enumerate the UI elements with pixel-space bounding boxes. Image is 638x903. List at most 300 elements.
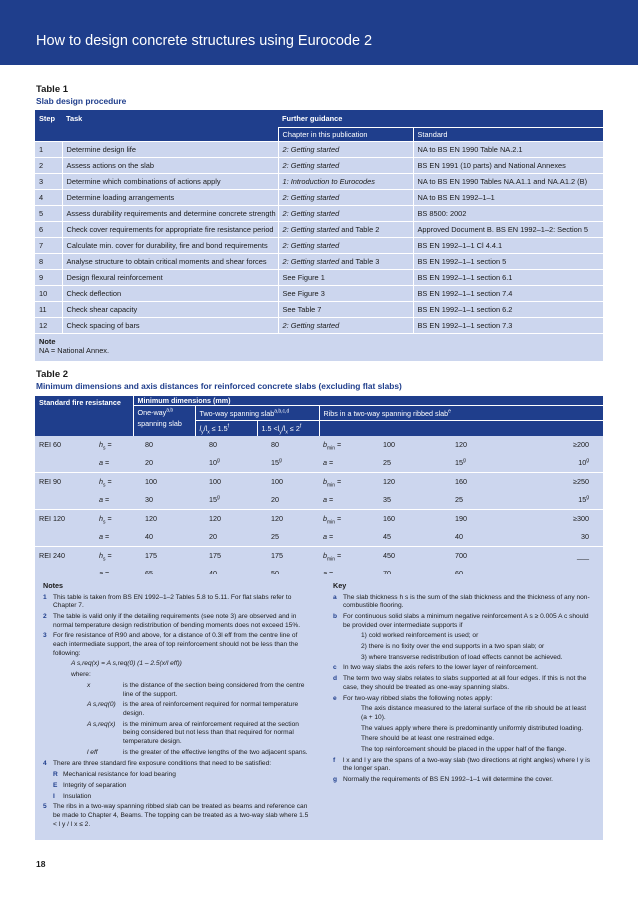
col-fire-resistance: Standard fire resistance: [35, 396, 133, 421]
rib-1-cell: [379, 472, 451, 491]
rib-3-cell: [523, 454, 603, 473]
standard-value: BS EN 1992–1–1 section 6.1: [417, 273, 513, 282]
task-cell: [62, 190, 278, 206]
task-value: Check cover requirements for appropriate fire resistance period: [66, 225, 274, 234]
key-d: d The term two way slabs relates to slabs supported at all four edges. If this is not the case, they should be treated as one-way spanning slabs.: [333, 675, 587, 691]
standard-value: BS 8500: 2002: [417, 209, 467, 218]
chapter-value: 2: Getting started: [282, 161, 340, 170]
def-a0-text: is the area of reinforcement required for normal temperature design.: [123, 701, 299, 717]
key-heading: Key: [333, 581, 347, 590]
step-cell: [35, 158, 62, 174]
chapter-cell: [278, 286, 413, 302]
table2-number: Table 2: [36, 369, 69, 380]
def-ax-sym: A s,req(x): [87, 720, 116, 728]
ratio2-y: y: [279, 429, 282, 436]
fire-class-cell: [35, 472, 93, 491]
two-way-2-value: 120: [271, 514, 283, 523]
rib-symbol: b: [323, 440, 327, 449]
rib-1-cell: [379, 491, 451, 510]
table1-number: Table 1: [36, 84, 69, 95]
rib-symbol-cell: [319, 528, 379, 547]
step-value: 2: [39, 161, 44, 170]
table-row: [35, 158, 603, 174]
table-row: [35, 528, 603, 547]
key-b: b For continuous solid slabs a minimum negative reinforcement A s ≥ 0.005 A c should be provided over intermediate supports if: [333, 612, 589, 629]
ratio2-l: 1.5 <l: [261, 423, 280, 433]
one-way-value: 30: [145, 495, 153, 504]
key-e1: The axis distance measured to the lateral surface of the rib should be at least (a + 10).: [361, 705, 587, 721]
rib-2-value: 160: [455, 477, 467, 486]
fire-class-cell: [35, 454, 93, 473]
step-cell: [35, 174, 62, 190]
task-value: Determine loading arrangements: [66, 193, 175, 202]
two-way-2-cell: [257, 509, 319, 528]
task-cell: [62, 286, 278, 302]
chapter-cell: [278, 206, 413, 222]
task-value: Analyse structure to obtain critical moments and shear forces: [66, 257, 267, 266]
symbol: h: [99, 477, 103, 486]
task-value: Calculate min. cover for durability, fire and bond requirements: [66, 241, 268, 250]
rib-symbol: a: [323, 495, 327, 504]
def-x-text: is the distance of the section being considered from the centre line of the support.: [123, 681, 305, 698]
rib-3-cell: [523, 546, 603, 565]
fire-class-label: REI 120: [39, 514, 65, 523]
notes-column: [43, 581, 311, 831]
rib-symbol-sub: min: [327, 445, 336, 452]
chapter-cell: [278, 254, 413, 270]
step-value: 8: [39, 257, 44, 266]
note-3-formula: A s,req(x) = A s,req(0) (1 – 2.5(x/l eff)): [71, 660, 182, 668]
rib-2-value: 700: [455, 551, 467, 560]
chapter-cell: [278, 174, 413, 190]
symbol: a: [99, 532, 103, 541]
table1-note: [35, 334, 603, 362]
task-cell: [62, 302, 278, 318]
col-ratio-1: [195, 421, 257, 436]
step-cell: [35, 142, 62, 158]
fire-class-cell: [35, 528, 93, 547]
rib-2-value: 120: [455, 440, 467, 449]
table-row: [35, 190, 603, 206]
task-value: Determine which combinations of actions apply: [66, 177, 221, 186]
task-value: Assess actions on the slab: [66, 161, 155, 170]
note-3: 3 For fire resistance of R90 and above, for a distance of 0.3l eff from the centre line of each intermediate support, the area of top reinforcement should not be less than the following:: [43, 632, 299, 657]
ratio1-x: x: [207, 429, 210, 436]
table-row: [35, 509, 603, 528]
rib-symbol-cell: [319, 454, 379, 473]
note-4-r-key: R: [53, 771, 58, 779]
note-5: 5 The ribs in a two-way spanning ribbed slab can be treated as beams and reference can be made to Chapter 4, Beams. The topping can be treated as a two-way slab where 1.5 < l y / l x ≤ 2.: [43, 803, 309, 828]
ribs-label: Ribs in a two-way spanning ribbed slab: [323, 408, 449, 418]
step-cell: [35, 270, 62, 286]
standard-cell: [413, 158, 603, 174]
key-b-text: For continuous solid slabs a minimum negative reinforcement A s ≥ 0.005 A c should be provided over intermediate supports if: [343, 612, 589, 629]
notes-heading: Notes: [43, 581, 63, 590]
one-way-cell: [133, 454, 195, 473]
note-3-def-x: [43, 682, 311, 699]
one-way-label2: spanning slab: [137, 418, 182, 428]
rib-symbol: b: [323, 514, 327, 523]
two-way-2-value: 15: [271, 458, 279, 467]
note-4-i-key: I: [53, 792, 55, 800]
rib-3-cell: [523, 528, 603, 547]
ratio2-sl: /l: [281, 423, 286, 433]
standard-value: NA to BS EN 1992–1–1: [417, 193, 495, 202]
def-leff-text: is the greater of the effective lengths of the two adjacent spans.: [123, 748, 308, 756]
one-way-cell: [133, 546, 195, 565]
note-4: 4 There are three standard fire exposure conditions that need to be satisfied:: [43, 760, 272, 768]
chapter-value: 2: Getting started: [282, 209, 340, 218]
two-way-1-sup: g: [217, 494, 220, 501]
note-2-text: The table is valid only if the detailing requirements (see note 3) are observed and in normal temperature design redistribution of bending moments does not exceed 15%.: [53, 612, 301, 629]
rib-2-value: 15: [455, 458, 463, 467]
step-value: 5: [39, 209, 44, 218]
symbol: h: [99, 514, 103, 523]
table1-caption: Slab design procedure: [36, 96, 127, 106]
two-way-1-cell: [195, 436, 257, 454]
step-cell: [35, 222, 62, 238]
rib-3-value: 30: [581, 532, 590, 541]
symbol-sub: s: [103, 482, 106, 489]
two-way-2-sup: g: [279, 457, 282, 464]
symbol-sub: s: [103, 556, 106, 563]
symbol: a: [99, 458, 103, 467]
symbol-cell: [93, 436, 133, 454]
ratio1-y: y: [201, 429, 204, 436]
chapter-cell: [278, 190, 413, 206]
step-value: 4: [39, 193, 44, 202]
chapter-suffix: See Table 7: [282, 305, 322, 314]
note-3-def-leff: [43, 749, 311, 758]
chapter-cell: [278, 318, 413, 334]
table2-caption: Minimum dimensions and axis distances for reinforced concrete slabs (excluding flat slabs): [36, 381, 402, 391]
two-way-2-value: 25: [271, 532, 279, 541]
one-way-cell: [133, 436, 195, 454]
rib-1-value: 45: [383, 532, 391, 541]
standard-value: Approved Document B. BS EN 1992–1–2: Section 5: [417, 225, 589, 234]
step-cell: [35, 302, 62, 318]
ratio1-sl: /l: [203, 423, 208, 433]
note-5-text: The ribs in a two-way spanning ribbed slab can be treated as beams and reference can be made to Chapter 4, Beams. The topping can be treated as a two-way slab where 1.5 < l y / l x ≤ 2.: [53, 803, 309, 828]
task-value: Check deflection: [66, 289, 122, 298]
key-a: a The slab thickness h s is the sum of the slab thickness and the thickness of any non-combustible flooring.: [333, 593, 590, 610]
rib-symbol-cell: [319, 509, 379, 528]
key-f-text: l x and l y are the spans of a two-way slab (two directions at right angles) where l y is the longer span.: [343, 756, 591, 773]
symbol-eq: =: [105, 477, 112, 486]
rib-2-value: 40: [455, 532, 463, 541]
step-value: 9: [39, 273, 44, 282]
col-one-way: [133, 406, 195, 436]
one-way-value: 120: [145, 514, 157, 523]
rib-3-value: ___: [577, 551, 590, 560]
table-row: [35, 472, 603, 491]
table-row: [35, 491, 603, 510]
note-3-def-ax: [43, 721, 311, 747]
rib-symbol-eq: =: [335, 440, 342, 449]
fire-class-cell: [35, 509, 93, 528]
rib-2-sup: g: [463, 457, 466, 464]
col-ribs: [319, 406, 603, 421]
ratio1-le: ≤ 1.5: [209, 423, 228, 433]
table-row: [35, 174, 603, 190]
def-x-sym: x: [87, 681, 91, 689]
one-way-cell: [133, 491, 195, 510]
two-way-sup: a,b,c,d: [274, 408, 290, 415]
slab-design-procedure-table: [35, 110, 603, 361]
col-chapter: Chapter in this publication: [278, 127, 413, 142]
key-e3: There should be at least one restrained edge.: [361, 735, 495, 743]
symbol-cell: [93, 454, 133, 473]
two-way-1-value: 80: [209, 440, 217, 449]
rib-symbol-eq: =: [327, 495, 334, 504]
rib-symbol-cell: [319, 546, 379, 565]
two-way-1-cell: [195, 546, 257, 565]
symbol: h: [99, 440, 103, 449]
rib-2-cell: [451, 546, 523, 565]
two-way-1-cell: [195, 528, 257, 547]
rib-symbol-sub: min: [327, 519, 336, 526]
col-standard: Standard: [413, 127, 603, 142]
rib-3-value: ≥200: [573, 440, 590, 449]
two-way-1-value: 175: [209, 551, 221, 560]
two-way-1-value: 20: [209, 532, 217, 541]
rib-2-cell: [451, 472, 523, 491]
header-banner: [0, 0, 638, 65]
chapter-cell: [278, 270, 413, 286]
key-b3: 3) where transverse redistribution of load effects cannot be achieved.: [361, 653, 563, 661]
standard-value: NA to BS EN 1990 Tables NA.A1.1 and NA.A1.2 (B): [417, 177, 588, 186]
standard-value: BS EN 1992–1–1 section 7.3: [417, 321, 513, 330]
fire-class-cell: [35, 436, 93, 454]
chapter-value: 2: Getting started: [282, 225, 340, 234]
rib-symbol: a: [323, 458, 327, 467]
symbol-cell: [93, 472, 133, 491]
chapter-value: 2: Getting started: [282, 241, 340, 250]
note-1: 1 This table is taken from BS EN 1992–1–2 Tables 5.8 to 5.11. For flat slabs refer to Chapter 7.: [43, 593, 292, 610]
key-column: [333, 581, 593, 787]
rib-1-cell: [379, 454, 451, 473]
rib-2-cell: [451, 454, 523, 473]
rib-3-sup: g: [586, 494, 590, 501]
table1-note-label: Note: [39, 337, 56, 346]
ratio2-x: x: [285, 429, 288, 436]
standard-cell: [413, 302, 603, 318]
col-ratio-2: [257, 421, 319, 436]
ratio2-le: ≤ 2: [287, 423, 300, 433]
note-1-text: This table is taken from BS EN 1992–1–2 Tables 5.8 to 5.11. For flat slabs refer to Chapter 7.: [53, 593, 292, 610]
symbol-eq: =: [103, 532, 110, 541]
chapter-cell: [278, 238, 413, 254]
ratio1-f: f: [227, 423, 230, 430]
standard-cell: [413, 174, 603, 190]
key-c: c In two way slabs the axis refers to the lower layer of reinforcement.: [333, 664, 538, 672]
step-cell: [35, 190, 62, 206]
symbol-sub: s: [103, 445, 106, 452]
rib-symbol-eq: =: [335, 514, 342, 523]
chapter-cell: [278, 222, 413, 238]
page-title: How to design concrete structures using Eurocode 2: [36, 33, 373, 49]
standard-value: BS EN 1991 (10 parts) and National Annexes: [417, 161, 566, 170]
key-a-text: The slab thickness h s is the sum of the slab thickness and the thickness of any non-combustible flooring.: [343, 593, 590, 610]
ratio2-f: f: [299, 423, 302, 430]
standard-cell: [413, 270, 603, 286]
col-further-guidance: Further guidance: [278, 110, 603, 127]
table-row: [35, 546, 603, 565]
two-way-2-cell: [257, 491, 319, 510]
key-g-text: Normally the requirements of BS EN 1992–1–1 will determine the cover.: [343, 776, 554, 784]
standard-cell: [413, 286, 603, 302]
symbol-eq: =: [105, 551, 112, 560]
task-cell: [62, 206, 278, 222]
fire-class-label: REI 90: [39, 477, 61, 486]
step-cell: [35, 318, 62, 334]
note-3-where: where:: [71, 671, 91, 679]
chapter-cell: [278, 158, 413, 174]
task-cell: [62, 222, 278, 238]
two-way-2-cell: [257, 472, 319, 491]
note-4-e-key: E: [53, 781, 58, 789]
rib-1-value: 120: [383, 477, 395, 486]
two-way-1-cell: [195, 472, 257, 491]
two-way-1-cell: [195, 454, 257, 473]
rib-symbol: b: [323, 477, 327, 486]
note-3-def-a0: [43, 701, 311, 718]
step-value: 11: [39, 305, 47, 314]
note-4-i: [43, 793, 311, 802]
two-way-2-value: 100: [271, 477, 283, 486]
rib-3-value: 10: [578, 458, 587, 467]
task-value: Determine design life: [66, 145, 136, 154]
symbol-eq: =: [105, 514, 112, 523]
standard-cell: [413, 206, 603, 222]
two-way-1-value: 100: [209, 477, 221, 486]
key-d-text: The term two way slabs relates to slabs supported at all four edges. If this is not the case, they should be treated as one-way spanning slabs.: [343, 675, 587, 691]
rib-3-cell: [523, 436, 603, 454]
note-4-e-text: Integrity of separation: [63, 781, 127, 789]
rib-3-cell: [523, 509, 603, 528]
rib-symbol-eq: =: [335, 551, 342, 560]
rib-1-cell: [379, 509, 451, 528]
fire-class-label: REI 60: [39, 440, 61, 449]
task-cell: [62, 142, 278, 158]
note-4-e: [43, 782, 311, 791]
def-ax-text: is the minimum area of reinforcement required at the section being considered but not less than that required for normal temperature design.: [123, 720, 299, 746]
chapter-value: 2: Getting started: [282, 193, 340, 202]
note-4-r: [43, 771, 311, 780]
symbol-eq: =: [103, 458, 110, 467]
symbol: h: [99, 551, 103, 560]
rib-1-value: 25: [383, 458, 391, 467]
ratio1-l: l: [199, 423, 202, 433]
two-way-2-cell: [257, 546, 319, 565]
standard-value: BS EN 1992–1–1 section 5: [417, 257, 507, 266]
two-way-1-sup: g: [217, 457, 220, 464]
fire-class-cell: [35, 546, 93, 565]
rib-symbol-cell: [319, 436, 379, 454]
one-way-cell: [133, 472, 195, 491]
two-way-label: Two-way spanning slab: [199, 408, 275, 418]
two-way-2-cell: [257, 436, 319, 454]
task-cell: [62, 318, 278, 334]
rib-1-value: 160: [383, 514, 395, 523]
def-leff-sym: l eff: [87, 748, 98, 756]
table-row: [35, 222, 603, 238]
standard-value: BS EN 1992–1–1 section 7.4: [417, 289, 513, 298]
col-step: Step: [35, 110, 62, 127]
rib-3-sup: g: [586, 457, 590, 464]
two-way-1-value: 10: [209, 458, 217, 467]
table-row: [35, 436, 603, 454]
chapter-value: 2: Getting started: [282, 257, 340, 266]
chapter-suffix: and Table 2: [339, 225, 380, 234]
symbol-eq: =: [103, 495, 110, 504]
table1-note-text: NA = National Annex.: [39, 346, 110, 355]
chapter-value: 1: Introduction to Eurocodes: [282, 177, 375, 186]
standard-cell: [413, 190, 603, 206]
rib-1-cell: [379, 436, 451, 454]
table-row: [35, 206, 603, 222]
one-way-cell: [133, 509, 195, 528]
two-way-2-value: 20: [271, 495, 279, 504]
task-cell: [62, 238, 278, 254]
standard-value: NA to BS EN 1990 Table NA.2.1: [417, 145, 523, 154]
rib-symbol-eq: =: [327, 532, 334, 541]
symbol-cell: [93, 528, 133, 547]
table-row: [35, 238, 603, 254]
min-dimensions-table: [35, 396, 603, 583]
table-row: [35, 302, 603, 318]
two-way-2-cell: [257, 528, 319, 547]
rib-3-value: ≥300: [573, 514, 590, 523]
step-value: 10: [39, 289, 48, 298]
step-cell: [35, 238, 62, 254]
rib-1-cell: [379, 528, 451, 547]
symbol-cell: [93, 491, 133, 510]
standard-value: BS EN 1992–1–1 Cl 4.4.1: [417, 241, 503, 250]
one-way-value: 20: [145, 458, 153, 467]
ribs-sup: e: [448, 408, 451, 415]
rib-symbol-cell: [319, 472, 379, 491]
two-way-2-value: 80: [271, 440, 279, 449]
symbol: a: [99, 495, 103, 504]
key-b1: 1) cold worked reinforcement is used; or: [361, 632, 479, 640]
rib-symbol-eq: =: [335, 477, 342, 486]
key-e-text: For two-way ribbed slabs the following notes apply:: [343, 694, 493, 702]
rib-3-value: 15: [578, 495, 587, 504]
rib-symbol: b: [323, 551, 327, 560]
table-row: [35, 270, 603, 286]
symbol-cell: [93, 546, 133, 565]
step-cell: [35, 286, 62, 302]
rib-1-cell: [379, 546, 451, 565]
rib-symbol-sub: min: [327, 482, 336, 489]
task-cell: [62, 158, 278, 174]
standard-cell: [413, 254, 603, 270]
symbol-sub: s: [103, 519, 106, 526]
rib-2-cell: [451, 491, 523, 510]
key-g: g Normally the requirements of BS EN 1992–1–1 will determine the cover.: [333, 776, 554, 784]
step-value: 1: [39, 145, 44, 154]
key-e2: The values apply where there is predominantly uniformly distributed loading.: [361, 724, 584, 732]
step-value: 3: [39, 177, 44, 186]
two-way-1-value: 120: [209, 514, 221, 523]
def-a0-sym: A s,req(0): [87, 701, 116, 709]
symbol-eq: =: [105, 440, 112, 449]
rib-3-value: ≥250: [573, 477, 590, 486]
one-way-value: 100: [145, 477, 157, 486]
step-value: 7: [39, 241, 44, 250]
key-e4: The top reinforcement should be placed in the upper half of the flange.: [361, 746, 567, 754]
